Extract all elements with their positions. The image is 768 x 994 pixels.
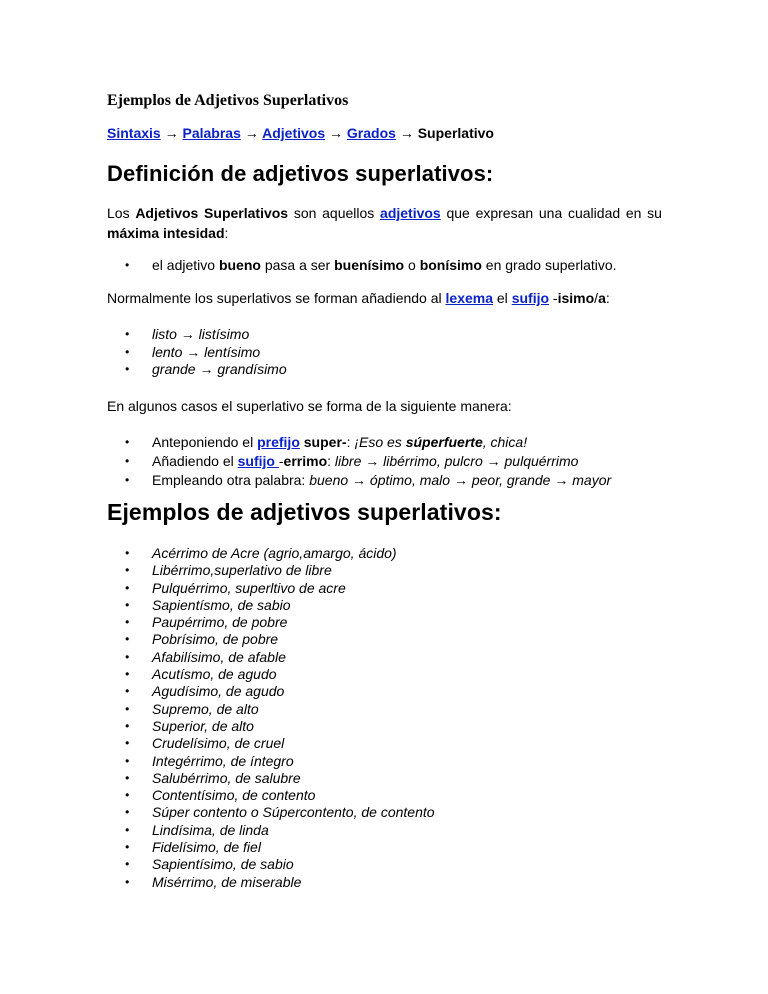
list-item: • Fidelísimo, de fiel (107, 839, 435, 856)
definition-paragraph (107, 203, 662, 243)
text: pasa a ser (260, 257, 335, 273)
text: Empleando otra palabra: (152, 472, 310, 488)
text: / (594, 290, 599, 306)
list-item: • Salubérrimo, de salubre (107, 770, 435, 787)
term-bold: super- (303, 434, 347, 450)
breadcrumb-arrow: → (240, 125, 263, 141)
text: o (404, 257, 420, 273)
text: son aquellos (288, 205, 381, 221)
list-item: • Pulquérrimo, superltivo de acre (107, 580, 435, 597)
text: Normalmente los superlativos se forman añadiendo al (107, 290, 446, 306)
example-list-bueno (107, 255, 617, 275)
example-italic: , chica! (482, 434, 528, 450)
term-bold: a (598, 290, 606, 306)
text: - (549, 290, 558, 306)
document-title: Ejemplos de Adjetivos Superlativos (107, 92, 349, 109)
breadcrumb-link-adjetivos[interactable]: Adjetivos (262, 125, 326, 141)
list-item: • Agudísimo, de agudo (107, 683, 435, 700)
list-item: • lento → lentísimo (107, 344, 287, 362)
list-item: • Súper contento o Súpercontento, de contento (107, 804, 435, 821)
text: Los (107, 205, 136, 221)
text: : (605, 290, 610, 306)
term-bold: isimo (557, 290, 595, 306)
list-item: • Libérrimo,superlativo de libre (107, 562, 435, 579)
breadcrumb-arrow: → (160, 125, 183, 141)
list-item: • Misérrimo, de miserable (107, 874, 435, 891)
list-item (107, 471, 611, 490)
text: : (327, 453, 335, 469)
breadcrumb-current: Superlativo (417, 125, 494, 141)
list-item: • grande → grandísimo (107, 361, 287, 379)
example-italic: ¡Eso es (354, 434, 406, 450)
heading-definicion: Definición de adjetivos superlativos: (107, 161, 494, 186)
other-ways-list (107, 433, 611, 490)
superlative-examples-list (107, 545, 435, 891)
list-item (107, 452, 611, 471)
list-item: • Lindísima, de linda (107, 822, 435, 839)
term-bold: bueno (218, 257, 261, 273)
list-item: • Sapientísmo, de sabio (107, 597, 435, 614)
list-item: • Acutísmo, de agudo (107, 666, 435, 683)
text: el (493, 290, 512, 306)
list-item: • Superior, de alto (107, 718, 435, 735)
breadcrumb-link-grados[interactable]: Grados (346, 125, 396, 141)
list-item: • Integérrimo, de íntegro (107, 753, 435, 770)
link-lexema[interactable]: lexema (445, 290, 493, 306)
breadcrumb-link-palabras[interactable]: Palabras (182, 125, 241, 141)
example-italic: libre → libérrimo, pulcro → pulquérrimo (334, 453, 579, 469)
text: : (224, 225, 229, 241)
isimo-examples-list (107, 326, 287, 379)
term-bold: bonísimo (419, 257, 482, 273)
formation-paragraph (107, 288, 662, 308)
list-item (107, 433, 611, 452)
text: Anteponiendo el (152, 434, 258, 450)
list-item: • Pobrísimo, de pobre (107, 631, 435, 648)
term-bold: máxima intesidad (107, 225, 225, 241)
link-sufijo[interactable]: sufijo (511, 290, 550, 306)
other-ways-paragraph: En algunos casos el superlativo se forma de la siguiente manera: (107, 398, 512, 414)
example-italic: bueno → óptimo, malo → peor, grande → mayor (309, 472, 612, 488)
link-prefijo[interactable]: prefijo (257, 434, 300, 450)
text: que expresan una cualidad en su (440, 205, 662, 221)
breadcrumb (107, 125, 494, 141)
text: - (278, 453, 284, 469)
term-bold: errimo (283, 453, 328, 469)
list-item (107, 255, 617, 275)
term-bold: Adjetivos Superlativos (135, 205, 289, 221)
list-item: • Afabilísimo, de afable (107, 649, 435, 666)
link-adjetivos[interactable]: adjetivos (380, 205, 441, 221)
text: : (346, 434, 355, 450)
text: en grado superlativo. (481, 257, 617, 273)
breadcrumb-arrow: → (395, 125, 418, 141)
list-item: • listo → listísimo (107, 326, 287, 344)
list-item: • Contentísimo, de contento (107, 787, 435, 804)
list-item: • Supremo, de alto (107, 701, 435, 718)
term-bold: buenísimo (334, 257, 405, 273)
link-sufijo[interactable]: sufijo (237, 453, 279, 469)
text: el adjetivo (152, 257, 219, 273)
text: Añadiendo el (152, 453, 238, 469)
example-bold-italic: súperfuerte (405, 434, 483, 450)
list-item: • Sapientísimo, de sabio (107, 856, 435, 873)
breadcrumb-arrow: → (325, 125, 347, 141)
breadcrumb-link-sintaxis[interactable]: Sintaxis (107, 125, 161, 141)
list-item: • Crudelísimo, de cruel (107, 735, 435, 752)
list-item: • Acérrimo de Acre (agrio,amargo, ácido) (107, 545, 435, 562)
heading-ejemplos: Ejemplos de adjetivos superlativos: (107, 499, 502, 525)
list-item: • Paupérrimo, de pobre (107, 614, 435, 631)
